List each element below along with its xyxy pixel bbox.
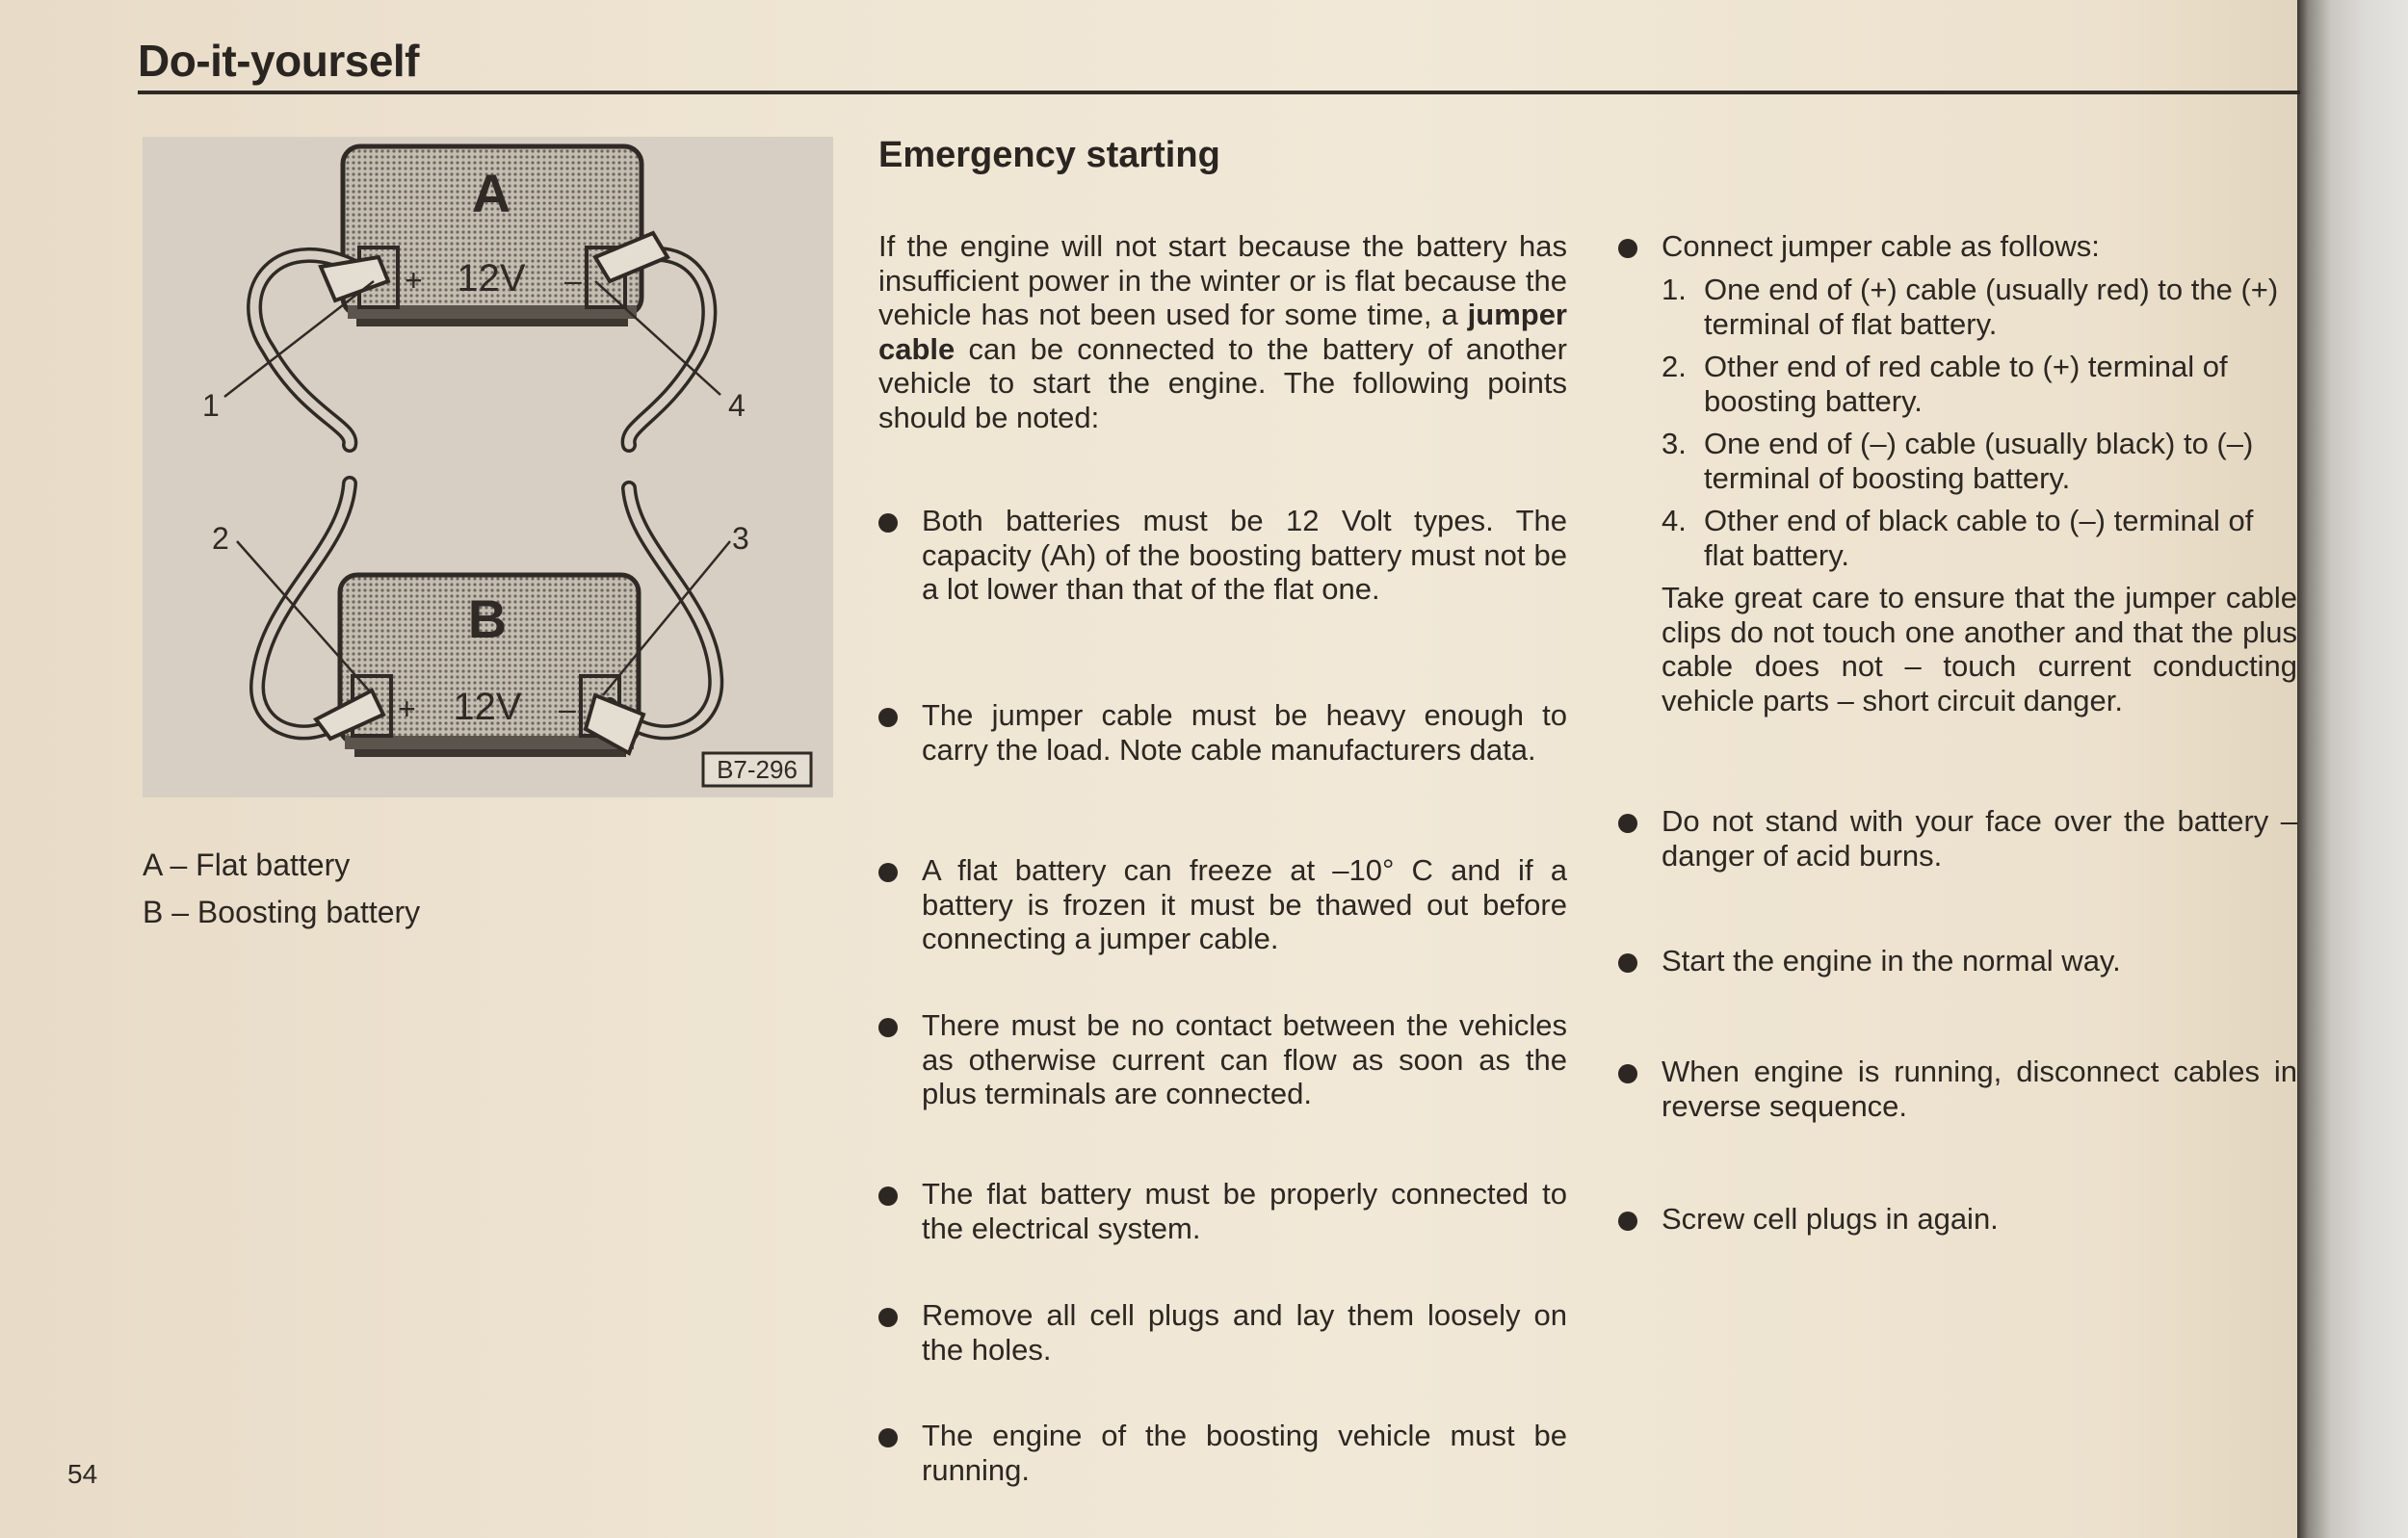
callout-1: 1 <box>202 388 220 423</box>
battery-b-label: B <box>467 588 508 649</box>
bullet-icon <box>1618 239 1637 258</box>
list-item: The flat battery must be properly connected to the electrical system. <box>878 1177 1567 1245</box>
page-number: 54 <box>67 1459 98 1489</box>
battery-a-plus: + <box>405 263 423 298</box>
book-spine-fold <box>2297 0 2408 1538</box>
list-item: 4. Other end of black cable to (–) terminal of flat battery. <box>1662 504 2254 572</box>
bullet-icon <box>1618 1212 1637 1231</box>
list-item: 3. One end of (–) cable (usually black) to (–) terminal of boosting battery. <box>1662 427 2254 495</box>
caption-boosting-battery: B – Boosting battery <box>143 895 421 929</box>
list-item: Remove all cell plugs and lay them loosely on the holes. <box>878 1298 1567 1367</box>
battery-a-label: A <box>471 163 511 223</box>
middle-column <box>878 229 1567 1500</box>
figure-ref-code: B7-296 <box>717 755 798 784</box>
jumper-cable-diagram <box>143 137 833 797</box>
bullet-icon <box>878 708 898 727</box>
list-item: Screw cell plugs in again. <box>1618 1202 2297 1237</box>
list-item: 1. One end of (+) cable (usually red) to the (+) terminal of flat battery. <box>1662 273 2279 341</box>
bullet-icon <box>878 863 898 882</box>
section-title: Emergency starting <box>878 135 1220 175</box>
bullet-icon <box>878 1018 898 1037</box>
bullet-icon <box>1618 814 1637 833</box>
header-rule <box>138 91 2300 94</box>
list-item: Both batteries must be 12 Volt types. The capacity (Ah) of the boosting battery must not be a lot lower than that of the flat one. <box>878 504 1567 607</box>
diagram-svg <box>143 137 833 797</box>
bullet-icon <box>878 1308 898 1327</box>
bullet-icon <box>878 513 898 533</box>
caption-flat-battery: A – Flat battery <box>143 847 351 882</box>
list-item: The jumper cable must be heavy enough to carry the load. Note cable manufacturers data. <box>878 698 1567 767</box>
list-item: The engine of the boosting vehicle must be running. <box>878 1419 1567 1487</box>
list-item: There must be no contact between the vehicles as otherwise current can flow as soon as the plus terminals are connected. <box>878 1008 1567 1111</box>
list-item: Connect jumper cable as follows: <box>1618 229 2297 264</box>
keyword-jumper-cable: jumper cable <box>878 298 1567 366</box>
callout-2: 2 <box>212 521 229 556</box>
bullet-icon <box>1618 1064 1637 1083</box>
battery-a-minus: – <box>564 263 582 298</box>
list-item: A flat battery can freeze at –10° C and if a battery is frozen it must be thawed out before connecting a jumper cable. <box>878 853 1567 956</box>
callout-4: 4 <box>728 388 746 423</box>
list-item: When engine is running, disconnect cables in reverse sequence. <box>1618 1055 2297 1123</box>
right-column <box>1618 229 2297 1289</box>
bullet-icon <box>878 1428 898 1447</box>
list-item: Start the engine in the normal way. <box>1618 944 2297 978</box>
bullet-icon <box>1618 953 1637 973</box>
battery-b-voltage: 12V <box>453 686 522 728</box>
callout-3: 3 <box>732 521 749 556</box>
care-note: Take great care to ensure that the jumper cable clips do not touch one another and that the plus cable does not – touch current conducting vehicle parts – short circuit danger. <box>1662 581 2297 717</box>
battery-b-plus: + <box>398 691 416 726</box>
battery-a <box>343 146 641 326</box>
battery-a-voltage: 12V <box>457 257 526 300</box>
connection-steps <box>1662 273 2297 812</box>
list-item: Do not stand with your face over the battery – danger of acid burns. <box>1618 804 2297 873</box>
intro-paragraph: If the engine will not start because the battery has insufficient power in the winter or is flat because the vehicle has not been used for some time, a jumper cable can be connected to the battery of another vehicle to start the engine. The following points should be noted: <box>878 229 1567 434</box>
bullet-icon <box>878 1186 898 1206</box>
battery-b-minus: – <box>559 691 576 726</box>
header-title: Do-it-yourself <box>138 36 419 86</box>
list-item: 2. Other end of red cable to (+) terminal of boosting battery. <box>1662 350 2228 418</box>
